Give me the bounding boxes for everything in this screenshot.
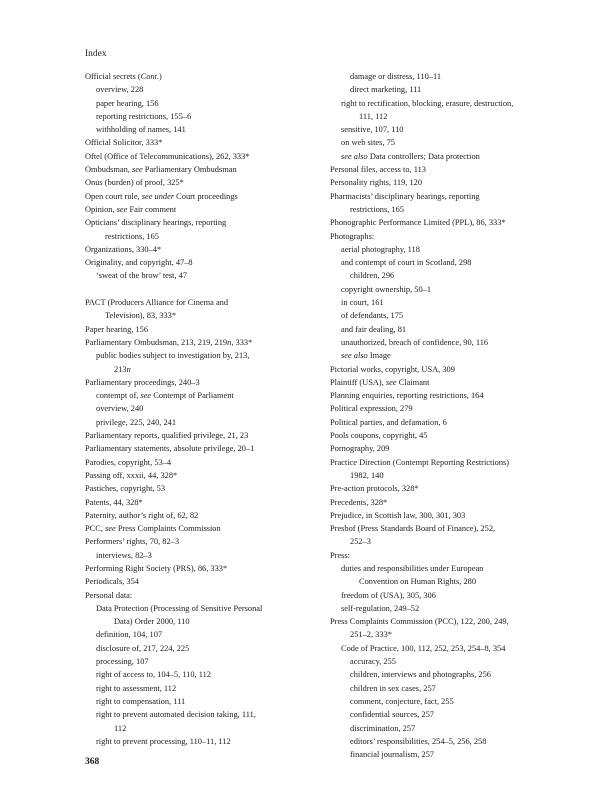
index-entry-line: direct marketing, 111 [350, 85, 422, 95]
index-entry-line: Onus (burden) of proof, 325* [85, 178, 184, 188]
index-entry-line: right to prevent processing, 110–11, 112 [96, 736, 231, 746]
page-title: Index [85, 49, 107, 59]
index-entry-line: Pictorial works, copyright, USA, 309 [330, 364, 455, 374]
index-entry-line: unauthorized, breach of confidence, 90, 116 [341, 337, 489, 347]
index-entry-line: editors’ responsibilities, 254–5, 256, 258 [350, 736, 487, 746]
index-entry-line: Pre-action protocols, 328* [330, 484, 419, 494]
index-entry-line: Periodicals, 354 [85, 577, 139, 587]
index-entry-line: Opinion, see Fair comment [85, 204, 177, 214]
index-entry-line: Originality, and copyright, 47–8 [85, 258, 193, 268]
index-column-left [85, 70, 330, 761]
index-entry-line: Practice Direction (Contempt Reporting Restrictions) [330, 457, 510, 467]
index-entry-line: withholding of names, 141 [96, 125, 186, 135]
index-entry-line: 112 [114, 723, 127, 733]
index-entry-line: Patents, 44, 328* [85, 497, 143, 507]
index-entry-line: damage or distress, 110–11 [350, 72, 442, 81]
index-entry-line: children, 296 [350, 271, 395, 281]
index-entry-line: financial journalism, 257 [350, 750, 434, 760]
index-entry-line: right to compensation, 111 [96, 696, 186, 706]
index-entry-line: Parliamentary Ombudsman, 213, 219, 219n, 333* [85, 337, 253, 347]
index-entry-line: definition, 104, 107 [96, 630, 163, 640]
index-entry-line: PACT (Producers Alliance for Cinema and [85, 298, 229, 308]
index-entry-line: Planning enquiries, reporting restrictions, 164 [330, 391, 484, 401]
index-entry-line: of defendants, 175 [341, 311, 404, 321]
index-entry-line: Pools coupons, copyright, 45 [330, 431, 428, 441]
index-entry-line: Personal files, access to, 113 [330, 165, 426, 175]
index-entry-line: right to assessment, 112 [96, 683, 177, 693]
index-entry-line: Pharmacists’ disciplinary hearings, reporting [330, 191, 480, 201]
index-entry-line: overview, 240 [96, 404, 144, 414]
index-entry-line: Opticians’ disciplinary hearings, reporting [85, 218, 227, 228]
index-entry-line: contempt of, see Contempt of Parliament [96, 391, 234, 401]
index-entry-line: Parodies, copyright, 53–4 [85, 457, 172, 467]
index-entry-line: Official Solicitor, 333* [85, 138, 163, 148]
index-entry-line: Parliamentary statements, absolute privilege, 20–1 [85, 444, 255, 454]
index-entry-line: Pastiches, copyright, 53 [85, 484, 166, 494]
index-entry-line: overview, 228 [96, 85, 144, 95]
index-entry-line: Paternity, author’s right of, 62, 82 [85, 510, 199, 520]
index-entry-line: copyright ownership, 50–1 [341, 284, 432, 294]
index-entry-line: duties and responsibilities under European [341, 563, 484, 573]
index-entry-line: in court, 161 [341, 298, 384, 308]
index-entry-line: and contempt of court in Scotland, 298 [341, 258, 472, 268]
index-entry-line: Precedents, 328* [330, 497, 388, 507]
index-entry-line: Oftel (Office of Telecommunications), 262, 333* [85, 151, 250, 161]
index-entry-line: children in sex cases, 257 [350, 683, 436, 693]
index-entry-line: Political expression, 279 [330, 404, 413, 414]
index-entry-line: accuracy, 255 [350, 657, 396, 667]
index-entry-line: Press: [330, 550, 351, 560]
index-entry-line: Plaintiff (USA), see Claimant [330, 377, 430, 387]
index-entry-line: Political parties, and defamation, 6 [330, 417, 447, 427]
index-entry-line: Official secrets (Cont.) [85, 72, 162, 81]
index-entry-line: confidential sources, 257 [350, 710, 434, 720]
index-entry-line: paper hearing, 156 [96, 98, 159, 108]
index-entry-line: discrimination, 257 [350, 723, 416, 733]
index-entry-line: Code of Practice, 100, 112, 252, 253, 254–8, 354 [341, 643, 506, 653]
index-entry-line: Photographs: [330, 231, 375, 241]
index-entry-line: Data Protection (Processing of Sensitive Personal [96, 603, 263, 613]
index-entry-line: 213n [114, 364, 131, 374]
index-entry-line: Parliamentary proceedings, 240–3 [85, 377, 200, 387]
index-entry-line: right to rectification, blocking, erasure, destruction, [341, 98, 514, 108]
index-entry-line: processing, 107 [96, 657, 149, 667]
index-entry-line: sensitive, 107, 110 [341, 125, 404, 135]
index-entry-line: see also Image [341, 351, 391, 361]
index-entry-line: right of access to, 104–5, 110, 112 [96, 670, 211, 680]
index-entry-line: children, interviews and photographs, 256 [350, 670, 491, 680]
index-entry-line: Convention on Human Rights, 280 [359, 577, 477, 587]
index-entry-line: ‘sweat of the brow’ test, 47 [96, 271, 188, 281]
index-entry-line: right to prevent automated decision taking, 111, [96, 710, 256, 720]
index-entry-line: Performers’ rights, 70, 82–3 [85, 537, 180, 547]
index-entry-line: Paper hearing, 156 [85, 324, 149, 334]
index-entry-line: 1982, 140 [350, 470, 384, 480]
index-entry-line: Parliamentary reports, qualified privilege, 21, 23 [85, 431, 249, 441]
index-entry-line: comment, conjecture, fact, 255 [350, 696, 454, 706]
index-entry-line: reporting restrictions, 155–6 [96, 111, 192, 121]
index-entry-line: see also Data controllers; Data protection [341, 151, 480, 161]
index-entry-line: Open court rule, see under Court proceedings [85, 191, 238, 201]
index-entry-line: 252–3 [350, 537, 371, 547]
index-entry-line: Presbof (Press Standards Board of Finance), 252, [330, 524, 496, 534]
index-entry-line: Press Complaints Commission (PCC), 122, 200, 249, [330, 617, 509, 627]
index-entry-line: Television), 83, 333* [105, 311, 177, 321]
index-entry-line: disclosure of, 217, 224, 225 [96, 643, 190, 653]
index-column-right [330, 70, 570, 761]
index-entry-line: aerial photography, 118 [341, 244, 420, 254]
index-entry-line: freedom of (USA), 305, 306 [341, 590, 436, 600]
index-entry-line: Pornography, 209 [330, 444, 390, 454]
index-entry-line: interviews, 82–3 [96, 550, 152, 560]
index-entry-line: Personal data: [85, 590, 133, 600]
index-entry-line: Personality rights, 119, 120 [330, 178, 423, 188]
index-entry-line: restrictions, 165 [350, 204, 404, 214]
index-entry-line: privilege, 225, 240, 241 [96, 417, 177, 427]
index-entry-line: Passing off, xxxii, 44, 328* [85, 470, 178, 480]
index-entry-line: Performing Right Society (PRS), 86, 333* [85, 563, 228, 573]
index-entry-line: public bodies subject to investigation by, 213, [96, 351, 250, 361]
index-entry-line: Ombudsman, see Parliamentary Ombudsman [85, 165, 237, 175]
index-entry-line: 111, 112 [359, 111, 388, 121]
index-entry-line: and fair dealing, 81 [341, 324, 407, 334]
index-columns [85, 70, 570, 761]
index-entry-line: self-regulation, 249–52 [341, 603, 420, 613]
page-number: 368 [85, 757, 100, 767]
index-entry-line: Phonographic Performance Limited (PPL), 86, 333* [330, 218, 506, 228]
index-entry-line: on web sites, 75 [341, 138, 395, 148]
index-entry-line: Organizations, 330–4* [85, 244, 162, 254]
index-entry-line: Data) Order 2000, 110 [114, 617, 190, 627]
index-entry-line: Prejudice, in Scottish law, 300, 301, 303 [330, 510, 466, 520]
index-entry-line: 251–2, 333* [350, 630, 392, 640]
index-entry-line: PCC, see Press Complaints Commission [85, 524, 221, 534]
section-gap [85, 283, 330, 296]
index-entry-line: restrictions, 165 [105, 231, 159, 241]
